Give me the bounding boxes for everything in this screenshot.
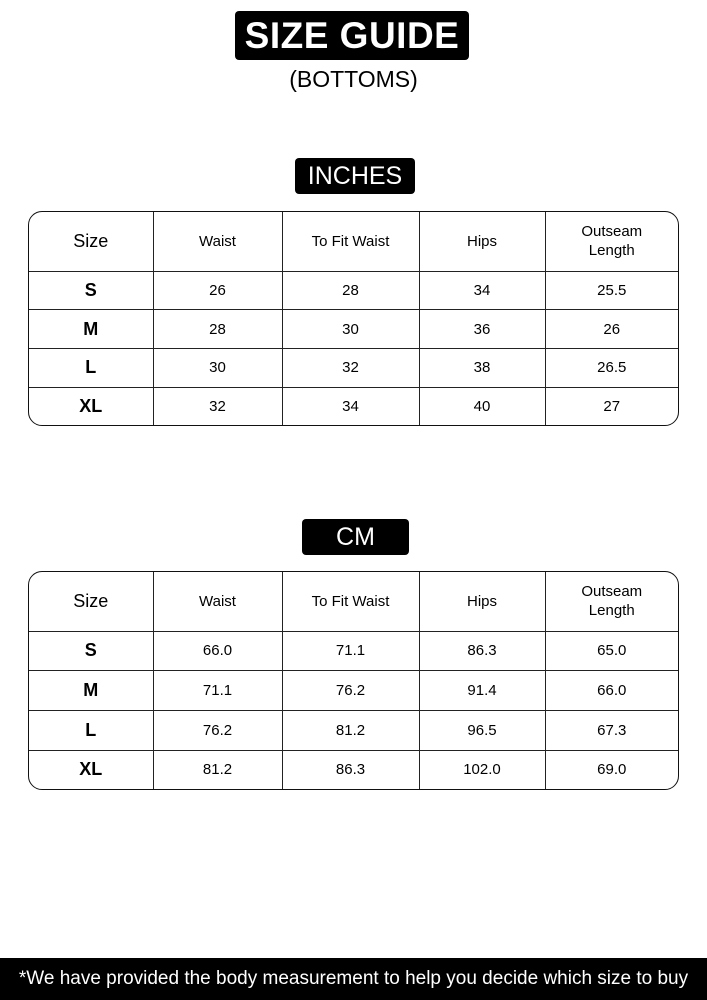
measurement-cell: 86.3 bbox=[419, 631, 545, 671]
table-row bbox=[29, 387, 678, 425]
table-row bbox=[29, 271, 678, 310]
measurement-cell: 32 bbox=[282, 348, 419, 387]
measurement-cell: 67.3 bbox=[545, 710, 678, 750]
table-header-row bbox=[29, 572, 678, 631]
size-cell: XL bbox=[29, 387, 153, 425]
measurement-cell: 30 bbox=[153, 348, 282, 387]
measurement-cell: 76.2 bbox=[153, 710, 282, 750]
measurement-cell: 28 bbox=[282, 271, 419, 310]
column-header: Size bbox=[29, 212, 153, 271]
table-row bbox=[29, 348, 678, 387]
measurement-cell: 76.2 bbox=[282, 671, 419, 711]
measurement-cell: 40 bbox=[419, 387, 545, 425]
measurement-cell: 26 bbox=[545, 310, 678, 349]
page-subtitle: (BOTTOMS) bbox=[289, 66, 418, 92]
measurement-cell: 96.5 bbox=[419, 710, 545, 750]
size-cell: L bbox=[29, 348, 153, 387]
column-header: Outseam Length bbox=[545, 572, 678, 631]
measurement-cell: 25.5 bbox=[545, 271, 678, 310]
measurement-cell: 32 bbox=[153, 387, 282, 425]
measurement-cell: 91.4 bbox=[419, 671, 545, 711]
unit-label-inches: INCHES bbox=[295, 158, 415, 194]
column-header: Hips bbox=[419, 212, 545, 271]
measurement-cell: 30 bbox=[282, 310, 419, 349]
size-cell: L bbox=[29, 710, 153, 750]
column-header: Outseam Length bbox=[545, 212, 678, 271]
size-cell: XL bbox=[29, 750, 153, 789]
measurement-cell: 66.0 bbox=[545, 671, 678, 711]
table-row bbox=[29, 710, 678, 750]
measurement-cell: 26 bbox=[153, 271, 282, 310]
column-header: Waist bbox=[153, 572, 282, 631]
measurement-cell: 86.3 bbox=[282, 750, 419, 789]
table-header-row bbox=[29, 212, 678, 271]
footer-note: *We have provided the body measurement to help you decide which size to buy bbox=[0, 958, 707, 1000]
unit-label-cm: CM bbox=[302, 519, 409, 555]
column-header: Hips bbox=[419, 572, 545, 631]
table-row bbox=[29, 750, 678, 789]
size-table-cm bbox=[28, 571, 679, 790]
measurement-cell: 36 bbox=[419, 310, 545, 349]
column-header: Size bbox=[29, 572, 153, 631]
measurement-cell: 102.0 bbox=[419, 750, 545, 789]
measurement-cell: 26.5 bbox=[545, 348, 678, 387]
measurement-cell: 81.2 bbox=[282, 710, 419, 750]
measurement-cell: 81.2 bbox=[153, 750, 282, 789]
table-row bbox=[29, 671, 678, 711]
size-cell: M bbox=[29, 671, 153, 711]
size-cell: S bbox=[29, 631, 153, 671]
page-title: SIZE GUIDE bbox=[235, 11, 469, 60]
measurement-cell: 34 bbox=[282, 387, 419, 425]
measurement-cell: 34 bbox=[419, 271, 545, 310]
measurement-cell: 69.0 bbox=[597, 761, 627, 779]
table-row bbox=[29, 310, 678, 349]
measurement-cell: 65.0 bbox=[545, 631, 678, 671]
measurement-cell: 71.1 bbox=[282, 631, 419, 671]
column-header: Waist bbox=[153, 212, 282, 271]
table-row bbox=[29, 631, 678, 671]
measurement-cell: 27 bbox=[603, 397, 621, 415]
column-header: To Fit Waist bbox=[282, 572, 419, 631]
size-cell: S bbox=[29, 271, 153, 310]
column-header: To Fit Waist bbox=[282, 212, 419, 271]
measurement-cell: 66.0 bbox=[153, 631, 282, 671]
size-table-inches bbox=[28, 211, 679, 426]
size-cell: M bbox=[29, 310, 153, 349]
measurement-cell: 28 bbox=[153, 310, 282, 349]
measurement-cell: 38 bbox=[419, 348, 545, 387]
measurement-cell: 71.1 bbox=[153, 671, 282, 711]
